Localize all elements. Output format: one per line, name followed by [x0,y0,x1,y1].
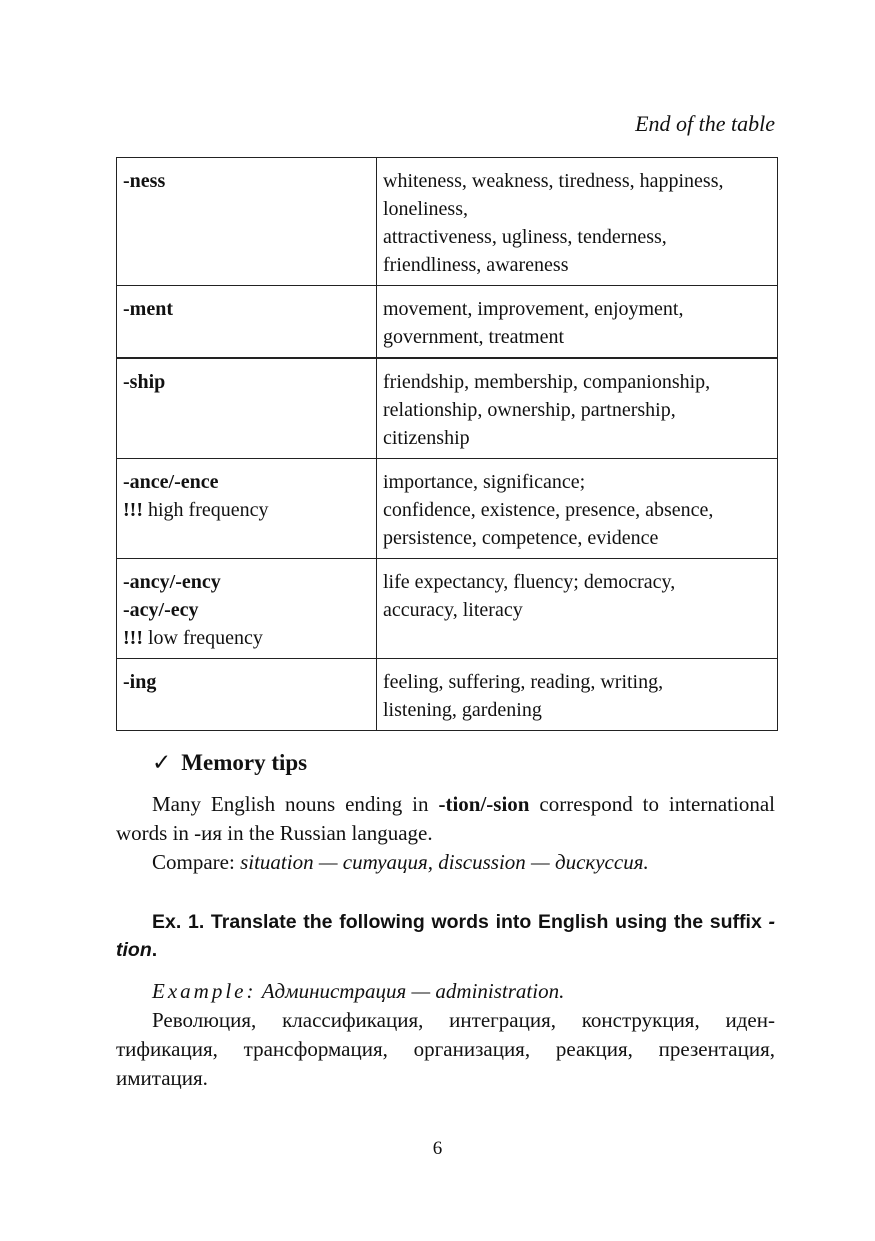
suffix-label: -ship [123,371,166,393]
compare-line [116,848,775,877]
frequency-note [123,624,370,652]
example-line: persistence, competence, evidence [383,527,659,549]
examples-cell [377,459,778,559]
suffix-label: -ness [123,170,166,192]
compare-examples: situation — ситуация, discussion — дискуссия. [240,850,649,874]
example-line: relationship, ownership, partnership, [383,399,676,421]
example-line: friendship, membership, companionship, [383,371,711,393]
suffix-label: -ancy/-ency [123,571,221,593]
example-line: movement, improvement, enjoyment, [383,298,684,320]
suffix-cell [117,559,377,659]
frequency-note [123,496,370,524]
paragraph-text: correspond to international words in -ия in the Russian language. [116,792,776,845]
table-row [117,286,778,359]
memory-tips-paragraph [116,790,775,848]
examples-cell [377,559,778,659]
exclamation-mark: !!! [123,499,143,521]
suffix-label: -acy/-ecy [123,599,199,621]
table-row [117,559,778,659]
exercise-suffix: -tion [116,911,775,961]
example-line: government, treatment [383,326,565,348]
exercise-word-list: Революция, классификация, интеграция, конструкция, иден-тификация, трансформация, организация, реакция, презентация, имитация. [116,1008,775,1090]
suffix-table [116,157,778,731]
suffix-cell [117,358,377,459]
table-row [117,158,778,286]
examples-cell [377,286,778,359]
examples-cell [377,158,778,286]
exercise-title-text: Ex. 1. Translate the following words into English using the suffix [152,911,769,933]
suffix-label: -ment [123,298,173,320]
example-line: friendliness, awareness [383,254,569,276]
frequency-text: low frequency [142,627,263,649]
compare-label: Compare: [152,850,241,874]
example-label: Example: [152,979,257,1003]
example-text: Администрация — administration. [256,979,565,1003]
example-line: accuracy, literacy [383,599,523,621]
suffix-label: -ance/-ence [123,471,219,493]
examples-cell [377,358,778,459]
example-line: confidence, existence, presence, absence, [383,499,714,521]
example-line: citizenship [383,427,470,449]
suffix-cell [117,286,377,359]
example-line: life expectancy, fluency; democracy, [383,571,676,593]
example-line: attractiveness, ugliness, tenderness, [383,226,667,248]
paragraph-text: Many English nouns ending in [152,792,439,816]
table-row [117,659,778,731]
examples-cell [377,659,778,731]
page-number: 6 [432,1138,443,1159]
exclamation-mark: !!! [123,627,143,649]
suffix-cell [117,158,377,286]
checkmark-icon: ✓ [152,750,172,775]
suffix-highlight: -tion/-sion [438,792,530,816]
example-line: loneliness, [383,198,468,220]
exercise-example [116,977,775,1006]
suffix-label: -ing [123,671,157,693]
suffix-cell [117,659,377,731]
memory-tips-heading [152,748,307,778]
frequency-text: high frequency [142,499,269,521]
example-line: listening, gardening [383,699,542,721]
exercise-title [116,908,775,964]
table-continuation-note: End of the table [635,111,775,136]
exercise-title-end: . [151,939,158,961]
memory-tips-title: Memory tips [181,750,308,775]
example-line: whiteness, weakness, tiredness, happiness, [383,170,724,192]
example-line: feeling, suffering, reading, writing, [383,671,664,693]
suffix-cell [117,459,377,559]
table-row [117,459,778,559]
table-row [117,358,778,459]
example-line: importance, significance; [383,471,586,493]
